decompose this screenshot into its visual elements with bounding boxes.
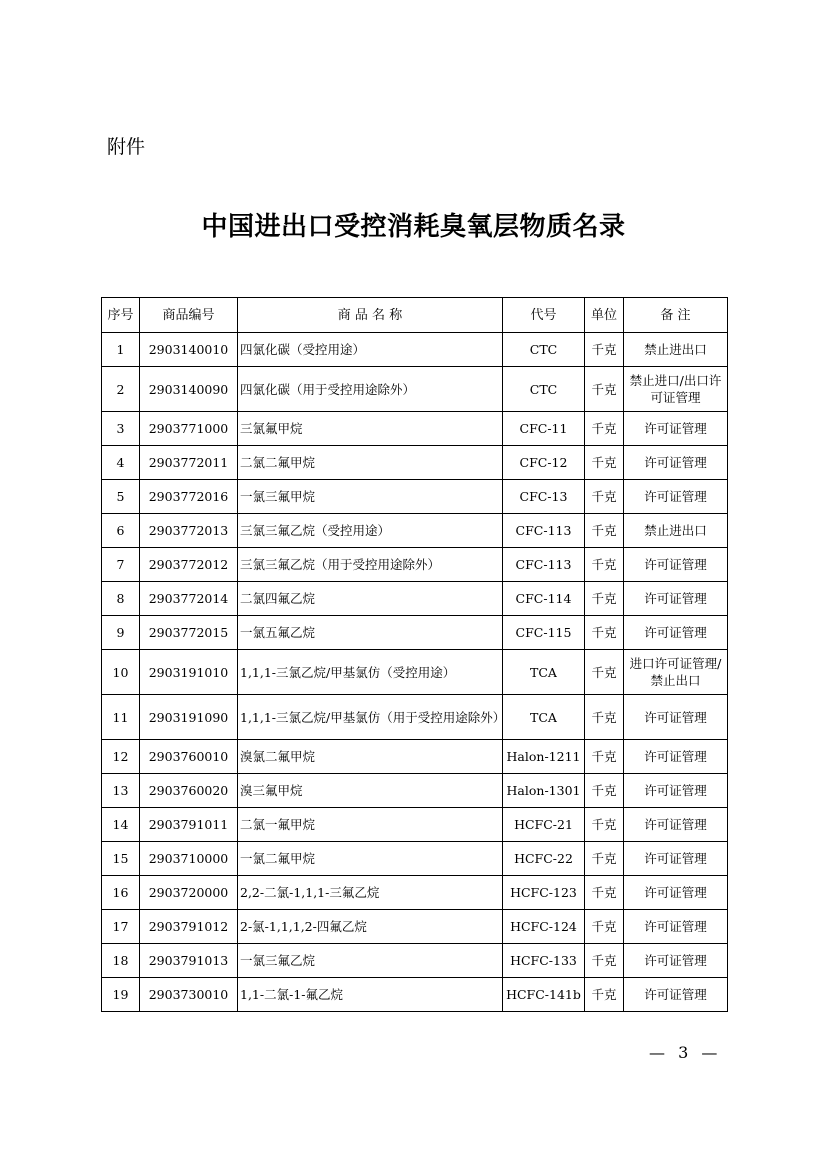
row-abbreviation: Halon-1301 [503,774,585,808]
table-row [102,582,728,616]
row-serial: 5 [102,480,140,514]
row-hs-code: 2903191090 [140,695,238,740]
row-remarks: 禁止进出口 [624,514,728,548]
row-hs-code: 2903771000 [140,412,238,446]
row-product-name: 2-氯-1,1,1,2-四氟乙烷 [238,910,503,944]
row-remarks: 许可证管理 [624,978,728,1012]
row-abbreviation: HCFC-123 [503,876,585,910]
row-product-name: 1,1,1-三氯乙烷/甲基氯仿（用于受控用途除外） [238,695,503,740]
row-product-name: 三氯三氟乙烷（受控用途） [238,514,503,548]
row-remarks: 许可证管理 [624,774,728,808]
row-abbreviation: CFC-113 [503,514,585,548]
table-row [102,412,728,446]
row-abbreviation: HCFC-21 [503,808,585,842]
row-hs-code: 2903772011 [140,446,238,480]
table-row [102,367,728,412]
row-hs-code: 2903772016 [140,480,238,514]
row-abbreviation: CFC-13 [503,480,585,514]
row-unit: 千克 [585,842,624,876]
row-hs-code: 2903140090 [140,367,238,412]
row-hs-code: 2903772015 [140,616,238,650]
row-hs-code: 2903760020 [140,774,238,808]
row-serial: 7 [102,548,140,582]
row-abbreviation: HCFC-141b [503,978,585,1012]
row-unit: 千克 [585,548,624,582]
row-remarks: 许可证管理 [624,842,728,876]
document-title: 中国进出口受控消耗臭氧层物质名录 [201,212,626,242]
row-serial: 19 [102,978,140,1012]
table-row [102,695,728,740]
row-remarks: 许可证管理 [624,412,728,446]
row-unit: 千克 [585,740,624,774]
table-row [102,910,728,944]
row-remarks: 许可证管理 [624,695,728,740]
row-serial: 11 [102,695,140,740]
row-abbreviation: CFC-12 [503,446,585,480]
row-product-name: 一氯三氟甲烷 [238,480,503,514]
row-remarks: 许可证管理 [624,944,728,978]
row-product-name: 三氯氟甲烷 [238,412,503,446]
row-hs-code: 2903791013 [140,944,238,978]
row-product-name: 二氯一氟甲烷 [238,808,503,842]
row-abbreviation: CTC [503,333,585,367]
table-row [102,740,728,774]
table-row [102,774,728,808]
row-serial: 15 [102,842,140,876]
row-hs-code: 2903772014 [140,582,238,616]
row-unit: 千克 [585,446,624,480]
table-row [102,650,728,695]
row-serial: 8 [102,582,140,616]
table-row [102,548,728,582]
row-unit: 千克 [585,582,624,616]
row-product-name: 一氯五氟乙烷 [238,616,503,650]
row-remarks: 许可证管理 [624,480,728,514]
row-remarks: 许可证管理 [624,740,728,774]
row-product-name: 2,2-二氯-1,1,1-三氟乙烷 [238,876,503,910]
row-product-name: 四氯化碳（用于受控用途除外） [238,367,503,412]
row-product-name: 一氯三氟乙烷 [238,944,503,978]
row-hs-code: 2903772013 [140,514,238,548]
row-unit: 千克 [585,944,624,978]
header-abbreviation: 代号 [503,298,585,333]
row-unit: 千克 [585,876,624,910]
row-hs-code: 2903140010 [140,333,238,367]
row-product-name: 三氯三氟乙烷（用于受控用途除外） [238,548,503,582]
table-row [102,616,728,650]
header-serial: 序号 [102,298,140,333]
row-unit: 千克 [585,910,624,944]
header-remarks: 备 注 [624,298,728,333]
table-row [102,446,728,480]
table-row [102,480,728,514]
header-hs-code: 商品编号 [140,298,238,333]
row-abbreviation: CFC-113 [503,548,585,582]
row-hs-code: 2903760010 [140,740,238,774]
row-product-name: 1,1-二氯-1-氟乙烷 [238,978,503,1012]
table-row [102,842,728,876]
table-row [102,333,728,367]
row-unit: 千克 [585,774,624,808]
row-remarks: 许可证管理 [624,446,728,480]
row-unit: 千克 [585,808,624,842]
row-remarks: 许可证管理 [624,548,728,582]
row-serial: 6 [102,514,140,548]
table-body [102,333,728,1012]
row-abbreviation: CFC-115 [503,616,585,650]
row-abbreviation: HCFC-124 [503,910,585,944]
row-product-name: 溴三氟甲烷 [238,774,503,808]
row-unit: 千克 [585,367,624,412]
row-product-name: 溴氯二氟甲烷 [238,740,503,774]
row-abbreviation: CFC-11 [503,412,585,446]
row-hs-code: 2903730010 [140,978,238,1012]
row-abbreviation: TCA [503,650,585,695]
row-unit: 千克 [585,650,624,695]
table-row [102,876,728,910]
row-remarks: 许可证管理 [624,808,728,842]
page-number: — 3 — [649,1043,722,1062]
row-serial: 1 [102,333,140,367]
row-serial: 17 [102,910,140,944]
row-hs-code: 2903191010 [140,650,238,695]
row-hs-code: 2903791011 [140,808,238,842]
table-row [102,978,728,1012]
row-abbreviation: HCFC-22 [503,842,585,876]
row-serial: 14 [102,808,140,842]
row-remarks: 进口许可证管理/禁止出口 [624,650,728,695]
row-hs-code: 2903791012 [140,910,238,944]
header-product-name: 商 品 名 称 [238,298,503,333]
row-serial: 13 [102,774,140,808]
row-product-name: 1,1,1-三氯乙烷/甲基氯仿（受控用途） [238,650,503,695]
row-hs-code: 2903710000 [140,842,238,876]
row-remarks: 许可证管理 [624,582,728,616]
row-unit: 千克 [585,695,624,740]
table-row [102,944,728,978]
row-remarks: 许可证管理 [624,876,728,910]
row-remarks: 禁止进口/出口许可证管理 [624,367,728,412]
ods-catalog-table [101,297,728,1012]
row-product-name: 二氯四氟乙烷 [238,582,503,616]
row-abbreviation: CFC-114 [503,582,585,616]
row-serial: 16 [102,876,140,910]
header-unit: 单位 [585,298,624,333]
row-serial: 4 [102,446,140,480]
row-hs-code: 2903772012 [140,548,238,582]
row-product-name: 四氯化碳（受控用途） [238,333,503,367]
row-abbreviation: TCA [503,695,585,740]
row-serial: 2 [102,367,140,412]
row-abbreviation: Halon-1211 [503,740,585,774]
row-remarks: 许可证管理 [624,616,728,650]
row-hs-code: 2903720000 [140,876,238,910]
row-serial: 3 [102,412,140,446]
row-serial: 10 [102,650,140,695]
row-abbreviation: CTC [503,367,585,412]
row-remarks: 许可证管理 [624,910,728,944]
row-unit: 千克 [585,616,624,650]
row-unit: 千克 [585,978,624,1012]
table-row [102,514,728,548]
row-remarks: 禁止进出口 [624,333,728,367]
table-row [102,808,728,842]
row-unit: 千克 [585,412,624,446]
row-unit: 千克 [585,514,624,548]
row-abbreviation: HCFC-133 [503,944,585,978]
row-unit: 千克 [585,333,624,367]
attachment-label: 附件 [107,136,146,158]
row-unit: 千克 [585,480,624,514]
row-product-name: 二氯二氟甲烷 [238,446,503,480]
row-serial: 18 [102,944,140,978]
row-product-name: 一氯二氟甲烷 [238,842,503,876]
table-header-row [102,298,728,333]
row-serial: 12 [102,740,140,774]
row-serial: 9 [102,616,140,650]
